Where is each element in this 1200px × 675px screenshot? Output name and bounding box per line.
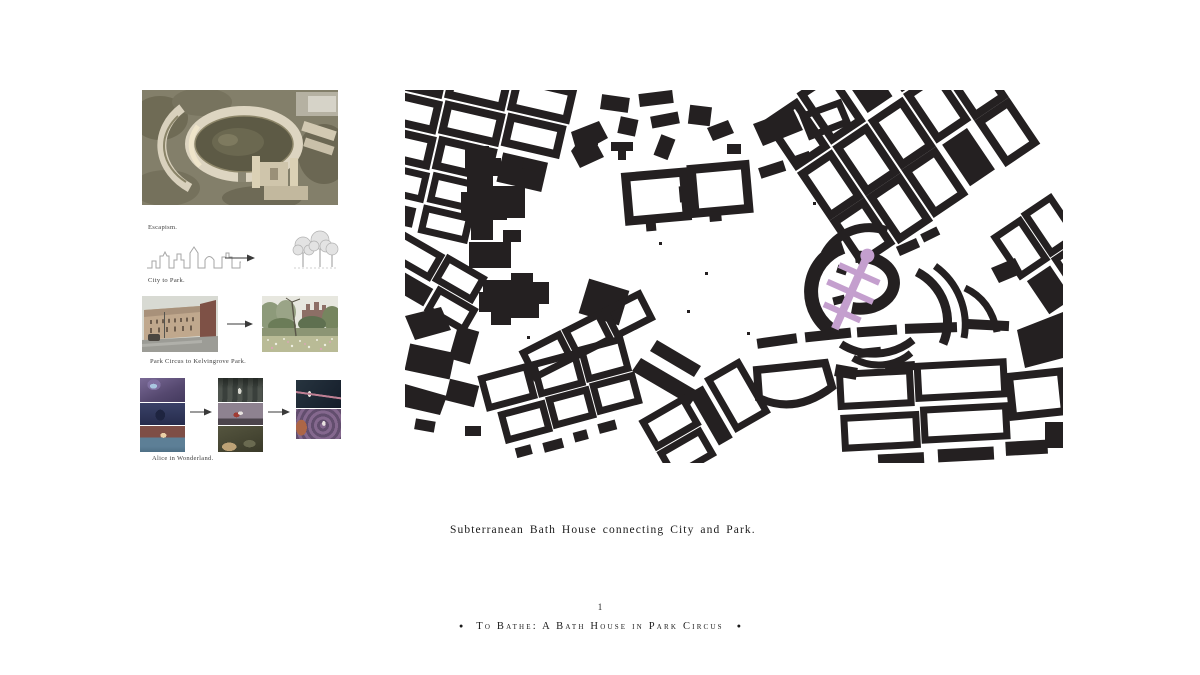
right-arrow-icon bbox=[225, 253, 255, 263]
escapism-caption: Escapism. bbox=[148, 224, 178, 231]
footer bbox=[0, 621, 1200, 632]
city-to-park-caption: City to Park. bbox=[148, 277, 185, 284]
alice-still bbox=[140, 403, 185, 425]
park-trees-sketch bbox=[290, 228, 340, 274]
park-photo-kelvingrove bbox=[262, 296, 338, 352]
alice-storyboard-column-1 bbox=[140, 378, 185, 452]
alice-caption: Alice in Wonderland. bbox=[152, 455, 214, 462]
right-arrow-icon bbox=[227, 319, 253, 329]
alice-still bbox=[296, 409, 341, 439]
alice-storyboard-column-2 bbox=[218, 378, 263, 452]
alice-still bbox=[296, 380, 341, 408]
figure-ground-map bbox=[405, 90, 1063, 463]
aerial-photo-park-circus bbox=[142, 90, 338, 205]
alice-still bbox=[140, 426, 185, 452]
alice-storyboard-column-3 bbox=[296, 380, 341, 439]
street-to-park-caption: Park Circus to Kelvingrove Park. bbox=[150, 358, 247, 365]
footer-bullet-left: ● bbox=[458, 622, 464, 630]
footer-bullet-right: ● bbox=[736, 622, 742, 630]
alice-still bbox=[140, 378, 185, 402]
alice-still bbox=[218, 403, 263, 425]
street-photo-park-circus bbox=[142, 296, 218, 352]
right-arrow-icon bbox=[190, 407, 212, 417]
right-arrow-icon bbox=[268, 407, 290, 417]
map-caption: Subterranean Bath House connecting City and Park. bbox=[450, 524, 756, 536]
page-number: 1 bbox=[597, 602, 603, 612]
alice-still bbox=[218, 426, 263, 452]
footer-title: To Bathe: A Bath House in Park Circus bbox=[476, 621, 724, 632]
alice-still bbox=[218, 378, 263, 402]
